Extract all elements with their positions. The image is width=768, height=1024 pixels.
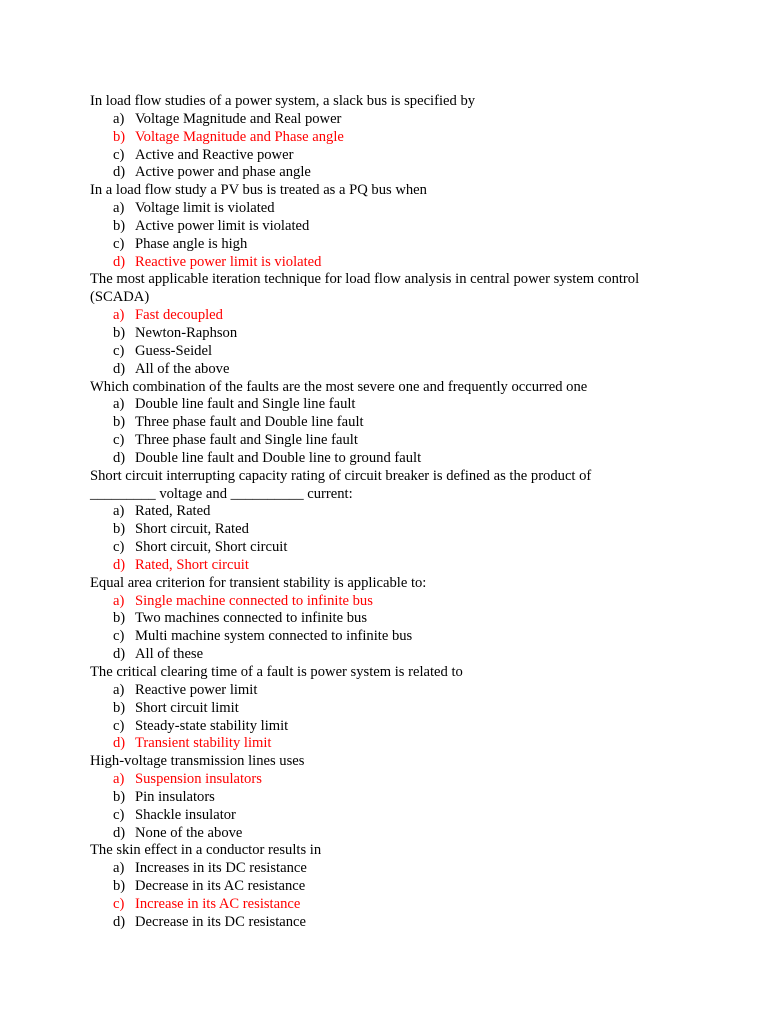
option-letter: d) — [113, 646, 126, 663]
option-text: Active and Reactive power — [135, 146, 294, 163]
option-text: Fast decoupled — [135, 307, 223, 324]
option-text: Voltage Magnitude and Phase angle — [135, 128, 344, 145]
option-text: Three phase fault and Double line fault — [135, 414, 364, 431]
option-text: Double line fault and Double line to ground fault — [135, 449, 422, 466]
option-text: Increases in its DC resistance — [135, 860, 307, 877]
option-letter: d) — [113, 253, 126, 270]
option-item — [90, 878, 690, 896]
question-block — [90, 842, 690, 931]
option-item — [90, 450, 690, 468]
option-letter: c) — [113, 717, 125, 734]
option-letter: c) — [113, 895, 125, 912]
option-item-correct — [90, 593, 690, 611]
option-item — [90, 218, 690, 236]
question-list — [90, 93, 690, 932]
option-item — [90, 343, 690, 361]
option-text: Multi machine system connected to infinite bus — [135, 628, 413, 645]
option-text: Two machines connected to infinite bus — [135, 610, 368, 627]
option-item — [90, 682, 690, 700]
option-item-correct — [90, 735, 690, 753]
option-letter: b) — [113, 128, 126, 145]
option-item — [90, 325, 690, 343]
question-text: The critical clearing time of a fault is power system is related to — [90, 664, 463, 680]
option-item — [90, 111, 690, 129]
option-letter: a) — [113, 503, 125, 520]
option-item — [90, 503, 690, 521]
option-letter: d) — [113, 913, 126, 930]
option-text: Three phase fault and Single line fault — [135, 432, 358, 449]
option-item — [90, 361, 690, 379]
question-block — [90, 271, 690, 378]
option-letter: a) — [113, 771, 125, 788]
option-text: Pin insulators — [135, 788, 215, 805]
option-text: Phase angle is high — [135, 235, 248, 252]
question-text: Which combination of the faults are the most severe one and frequently occurred one — [90, 378, 588, 395]
question-block — [90, 379, 690, 468]
option-text: Decrease in its AC resistance — [135, 878, 306, 895]
option-text: All of these — [135, 646, 204, 663]
option-letter: d) — [113, 735, 126, 752]
option-text: Single machine connected to infinite bus — [135, 592, 373, 609]
question-block — [90, 575, 690, 664]
option-letter: c) — [113, 432, 125, 449]
question-text: In a load flow study a PV bus is treated as a PQ bus when — [90, 182, 427, 199]
option-text: Increase in its AC resistance — [135, 895, 301, 912]
option-item — [90, 807, 690, 825]
option-letter: b) — [113, 217, 126, 234]
option-item — [90, 628, 690, 646]
question-block — [90, 182, 690, 271]
option-text: Rated, Short circuit — [135, 556, 249, 573]
option-letter: c) — [113, 806, 125, 823]
option-item — [90, 164, 690, 182]
question-block — [90, 753, 690, 842]
option-text: All of the above — [135, 360, 230, 377]
option-text: Steady-state stability limit — [135, 717, 289, 734]
option-item — [90, 700, 690, 718]
option-item — [90, 789, 690, 807]
option-letter: d) — [113, 824, 126, 841]
question-text: Equal area criterion for transient stability is applicable to: — [90, 574, 427, 591]
option-text: Short circuit limit — [135, 699, 239, 716]
option-letter: a) — [113, 860, 125, 877]
option-item — [90, 718, 690, 736]
option-letter: c) — [113, 539, 125, 556]
option-letter: a) — [113, 110, 125, 127]
option-text: Voltage Magnitude and Real power — [135, 110, 342, 127]
option-item — [90, 539, 690, 557]
question-block — [90, 93, 690, 182]
option-item — [90, 521, 690, 539]
question-text: High-voltage transmission lines uses — [90, 753, 305, 770]
option-letter: b) — [113, 788, 126, 805]
option-text: Active power and phase angle — [135, 164, 311, 181]
option-item — [90, 396, 690, 414]
question-text: The skin effect in a conductor results in — [90, 842, 322, 859]
question-block — [90, 468, 690, 575]
option-item — [90, 646, 690, 664]
option-letter: a) — [113, 681, 125, 698]
option-text: Guess-Seidel — [135, 342, 213, 359]
option-letter: b) — [113, 521, 126, 538]
option-text: Reactive power limit is violated — [135, 253, 322, 270]
option-text: Newton-Raphson — [135, 324, 238, 341]
option-text: Voltage limit is violated — [135, 200, 275, 217]
option-text: Reactive power limit — [135, 681, 258, 698]
option-text: Short circuit, Rated — [135, 521, 249, 538]
question-block — [90, 664, 690, 753]
option-text: Rated, Rated — [135, 503, 211, 520]
question-text: The most applicable iteration technique for load flow analysis in central power system control (SCADA) — [90, 271, 640, 306]
option-item-correct — [90, 771, 690, 789]
option-letter: c) — [113, 235, 125, 252]
option-letter: a) — [113, 307, 125, 324]
option-item — [90, 414, 690, 432]
question-text: In load flow studies of a power system, a slack bus is specified by — [90, 93, 476, 109]
option-letter: d) — [113, 360, 126, 377]
option-letter: a) — [113, 200, 125, 217]
option-item — [90, 825, 690, 843]
option-text: Transient stability limit — [135, 735, 272, 752]
option-item — [90, 914, 690, 932]
option-letter: d) — [113, 164, 126, 181]
option-letter: b) — [113, 878, 126, 895]
question-text: Short circuit interrupting capacity rating of circuit breaker is defined as the product of _________ voltage and __________ current: — [90, 467, 592, 502]
option-letter: a) — [113, 396, 125, 413]
option-letter: b) — [113, 610, 126, 627]
option-text: Suspension insulators — [135, 771, 262, 788]
option-letter: b) — [113, 699, 126, 716]
option-item-correct — [90, 254, 690, 272]
option-letter: b) — [113, 324, 126, 341]
option-item-correct — [90, 557, 690, 575]
option-item — [90, 610, 690, 628]
option-item — [90, 200, 690, 218]
option-text: Double line fault and Single line fault — [135, 396, 356, 413]
option-letter: b) — [113, 414, 126, 431]
option-letter: d) — [113, 556, 126, 573]
option-letter: a) — [113, 592, 125, 609]
option-item — [90, 432, 690, 450]
option-letter: d) — [113, 449, 126, 466]
option-item-correct — [90, 896, 690, 914]
option-letter: c) — [113, 628, 125, 645]
option-text: Short circuit, Short circuit — [135, 539, 288, 556]
option-item — [90, 860, 690, 878]
option-letter: c) — [113, 342, 125, 359]
option-text: Active power limit is violated — [135, 217, 310, 234]
option-text: None of the above — [135, 824, 243, 841]
option-item-correct — [90, 129, 690, 147]
option-item-correct — [90, 307, 690, 325]
option-text: Decrease in its DC resistance — [135, 913, 307, 930]
option-item — [90, 147, 690, 165]
option-text: Shackle insulator — [135, 806, 236, 823]
option-letter: c) — [113, 146, 125, 163]
option-item — [90, 236, 690, 254]
